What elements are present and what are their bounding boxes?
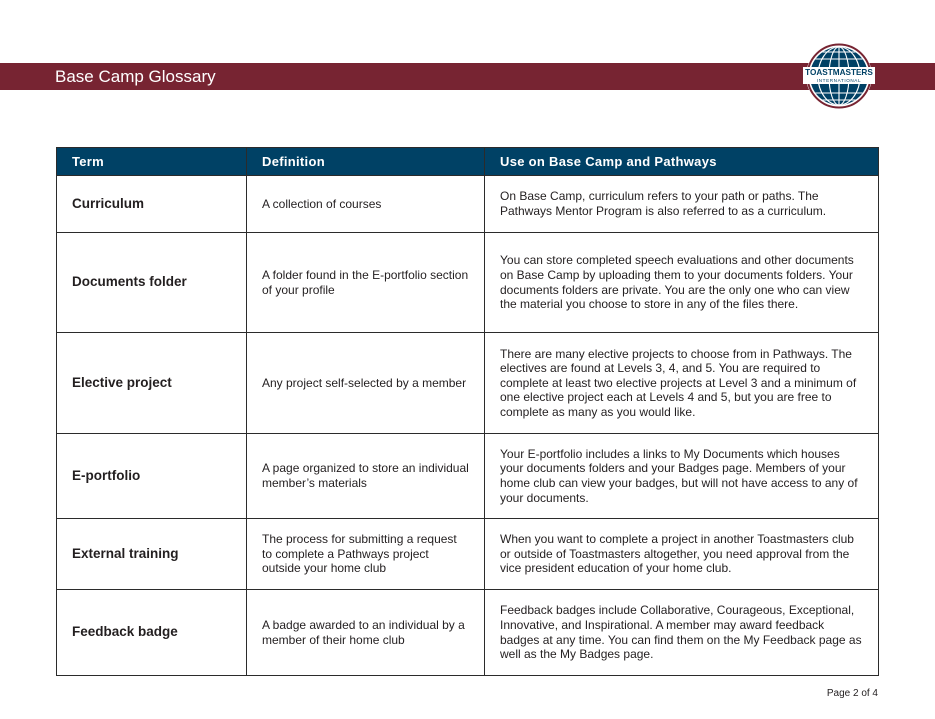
table-header-row	[57, 148, 879, 176]
toastmasters-logo	[800, 42, 878, 110]
term-cell: E-portfolio	[57, 434, 247, 519]
glossary-table	[56, 147, 879, 676]
definition-cell: A collection of courses	[247, 176, 485, 233]
use-cell: When you want to complete a project in another Toastmasters club or outside of Toastmasters altogether, you need approval from the vice president education of your home club.	[485, 519, 879, 590]
header-banner	[0, 63, 935, 90]
column-header-definition: Definition	[247, 148, 485, 176]
definition-cell: A folder found in the E-portfolio section of your profile	[247, 233, 485, 333]
table-row	[57, 176, 879, 233]
use-cell: Your E-portfolio includes a links to My Documents which houses your documents folders and your Badges page. Members of your home club can view your badges, but will not have access to any of your documents.	[485, 434, 879, 519]
use-cell: Feedback badges include Collaborative, Courageous, Exceptional, Innovative, and Inspirational. A member may award feedback badges at any time. You can find them on the My Feedback page as well as the My Badges page.	[485, 590, 879, 676]
term-cell: External training	[57, 519, 247, 590]
table-row	[57, 590, 879, 676]
table-row	[57, 333, 879, 434]
term-cell: Feedback badge	[57, 590, 247, 676]
table-row	[57, 434, 879, 519]
definition-cell: Any project self-selected by a member	[247, 333, 485, 434]
page-title: Base Camp Glossary	[55, 67, 216, 86]
page-number: Page 2 of 4	[826, 688, 878, 699]
table-row	[57, 519, 879, 590]
definition-cell: A badge awarded to an individual by a member of their home club	[247, 590, 485, 676]
term-cell: Elective project	[57, 333, 247, 434]
column-header-term: Term	[57, 148, 247, 176]
definition-cell: A page organized to store an individual member’s materials	[247, 434, 485, 519]
logo-wordmark: TOASTMASTERS	[805, 68, 873, 77]
use-cell: On Base Camp, curriculum refers to your path or paths. The Pathways Mentor Program is also referred to as a curriculum.	[485, 176, 879, 233]
definition-cell: The process for submitting a request to complete a Pathways project outside your home club	[247, 519, 485, 590]
use-cell: You can store completed speech evaluations and other documents on Base Camp by uploading them to your documents folders. Your documents folders are private. You are the only one who can view the material you choose to store in any of the files there.	[485, 233, 879, 333]
term-cell: Documents folder	[57, 233, 247, 333]
use-cell: There are many elective projects to choose from in Pathways. The electives are found at Levels 3, 4, and 5. You are required to complete at least two elective projects at Level 3 and a minimum of one elective project each at Levels 4 and 5, but you are free to complete as many as you would like.	[485, 333, 879, 434]
column-header-use: Use on Base Camp and Pathways	[485, 148, 879, 176]
logo-subtext: INTERNATIONAL	[816, 78, 862, 83]
term-cell: Curriculum	[57, 176, 247, 233]
table-row	[57, 233, 879, 333]
